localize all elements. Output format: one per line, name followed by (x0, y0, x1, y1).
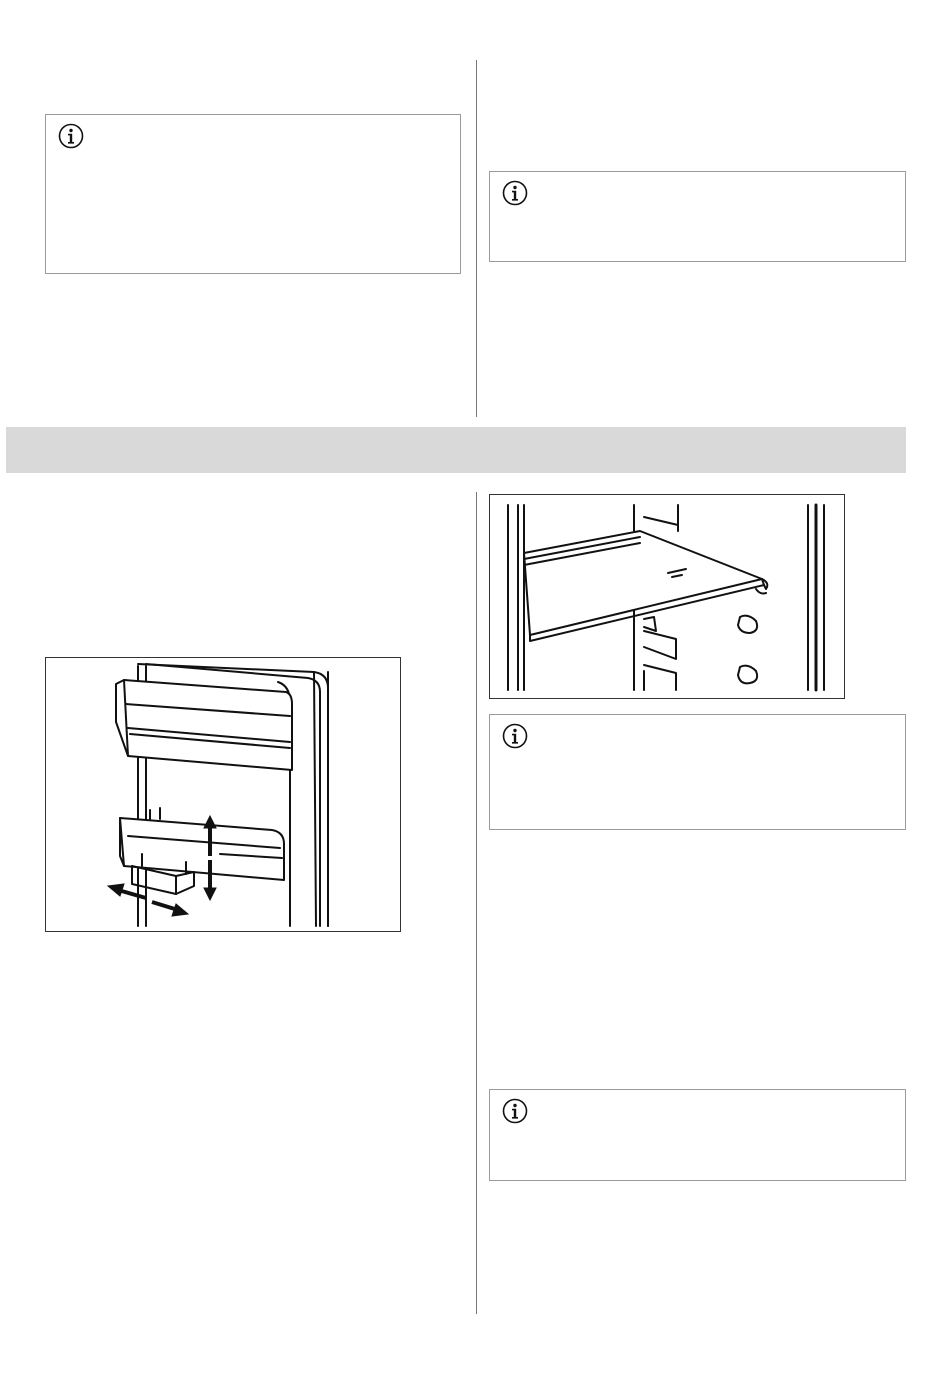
door-shelf-adjust-illustration (46, 658, 400, 931)
info-icon (58, 123, 84, 149)
info-icon (502, 180, 528, 206)
glass-shelf-illustration (490, 495, 844, 698)
info-note-box (489, 1089, 906, 1181)
info-icon (502, 723, 528, 749)
info-note-box (489, 171, 906, 262)
door-balcony-figure (45, 657, 401, 932)
glass-shelf-figure (489, 494, 845, 699)
section-heading-bar (6, 427, 906, 473)
column-divider-bottom (476, 492, 477, 1314)
info-note-box (489, 714, 906, 830)
info-note-box (45, 114, 461, 274)
column-divider-top (476, 60, 477, 417)
info-icon (502, 1098, 528, 1124)
